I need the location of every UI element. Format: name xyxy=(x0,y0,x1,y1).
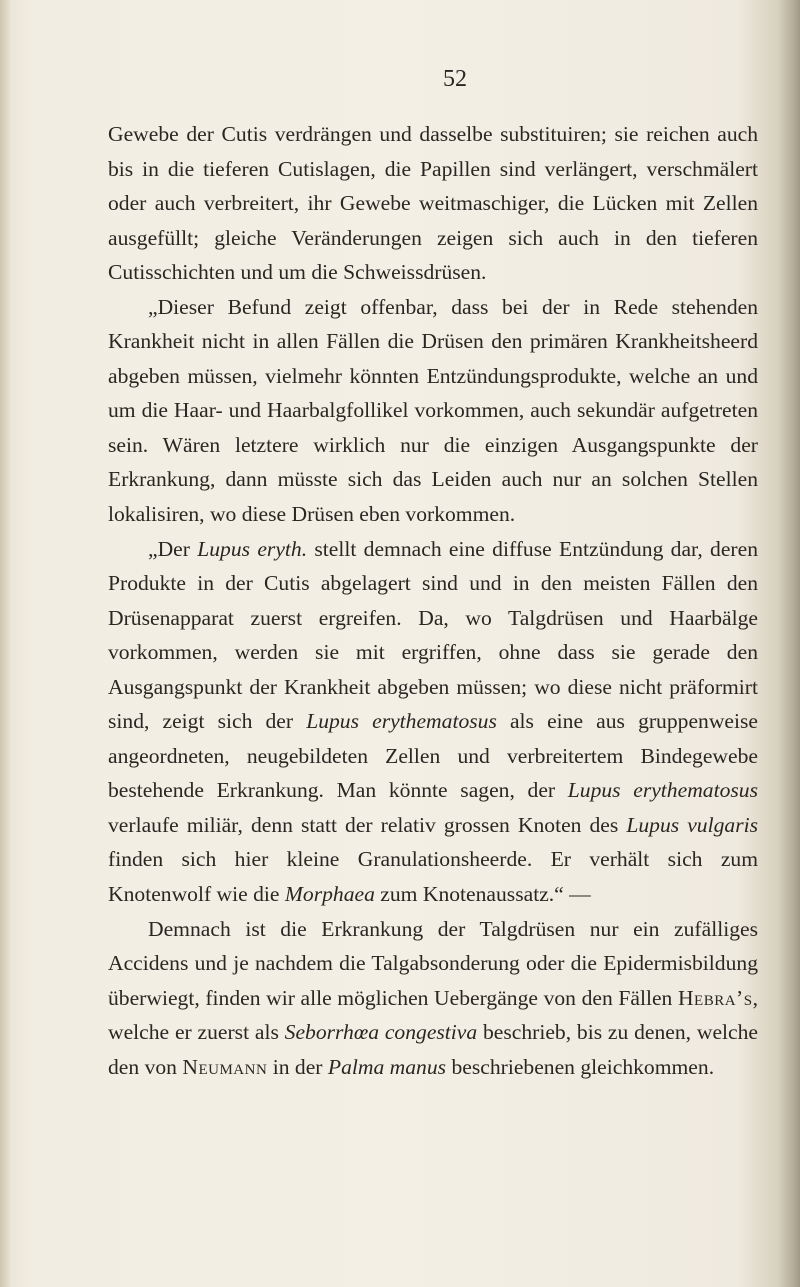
body-text xyxy=(108,117,758,1084)
italic-term: Morphaea xyxy=(284,882,375,907)
page-left-edge xyxy=(0,0,10,1287)
text-run: in der xyxy=(267,1054,328,1079)
italic-term: Lupus erythematosus xyxy=(567,778,758,803)
paragraph-3 xyxy=(108,532,758,912)
italic-term: Seborrhœa congestiva xyxy=(284,1020,478,1045)
text-run: Demnach ist die Erkrankung der Talgdrüsen nur ein zufälliges Accidens und je nachdem die Talgabsonderung oder die Epidermisbildung überwiegt, finden wir alle möglichen Uebergänge von den Fällen xyxy=(108,916,758,1010)
paragraph-1 xyxy=(108,117,758,290)
page-number: 52 xyxy=(443,66,467,92)
paragraph-4 xyxy=(108,912,758,1085)
italic-term: Lupus eryth. xyxy=(197,536,308,561)
italic-term: Lupus vulgaris xyxy=(626,812,758,837)
italic-term: Palma manus xyxy=(327,1054,447,1079)
text-run: finden sich hier kleine Granulationsheerde. Er verhält sich zum Knotenwolf wie die xyxy=(108,847,758,907)
text-run: verlaufe miliär, denn statt der relativ grossen Knoten des xyxy=(108,812,627,837)
author-name: Neumann xyxy=(182,1054,268,1079)
text-run: als eine aus gruppenweise angeordneten, neugebildeten Zellen und verbreitertem Bindegewebe bestehende Erkrankung. Man könnte sagen, der xyxy=(108,709,758,803)
text-run: , welche er zuerst als xyxy=(108,985,758,1045)
text-run: beschriebenen gleichkommen. xyxy=(446,1054,715,1079)
author-name: Hebra’s xyxy=(677,985,753,1010)
text-run: Gewebe der Cutis verdrängen und dasselbe substituiren; sie reichen auch bis in die tieferen Cutislagen, die Papillen sind verlängert, verschmälert oder auch verbreitert, ihr Gewebe weitmaschiger, die Lücken mit Zellen ausgefüllt; gleiche Veränderungen zeigen sich auch in den tieferen Cutisschichten und um die Schweissdrüsen. xyxy=(108,122,758,285)
text-run: „Dieser Befund zeigt offenbar, dass bei der in Rede stehenden Krankheit nicht in allen Fällen die Drüsen den primären Krankheitsheerd abgeben müssen, vielmehr könnten Entzündungsprodukte, welche an und um die Haar- und Haarbalgfollikel vorkommen, auch sekundär aufgetreten sein. Wären letztere wirklich nur die einzigen Ausgangspunkte der Erkrankung, dann müsste sich das Leiden auch nur an solchen Stellen lokalisiren, wo diese Drüsen eben vorkommen. xyxy=(108,294,758,527)
paragraph-2 xyxy=(108,290,758,532)
text-run: zum Knotenaussatz.“ — xyxy=(374,882,591,907)
italic-term: Lupus erythematosus xyxy=(306,709,497,734)
page-right-edge-shadow xyxy=(778,0,800,1287)
text-run: stellt demnach eine diffuse Entzündung dar, deren Produkte in der Cutis abgelagert sind und in den meisten Fällen den Drüsenapparat zuerst ergreifen. Da, wo Talgdrüsen und Haarbälge vorkommen, werden sie mit ergriffen, ohne dass sie gerade den Ausgangspunkt der Krankheit abgeben müssen; wo diese nicht präformirt sind, zeigt sich der xyxy=(108,536,758,734)
text-run: „Der xyxy=(148,536,198,561)
text-run: beschrieb, bis zu denen, welche den von xyxy=(108,1020,758,1079)
